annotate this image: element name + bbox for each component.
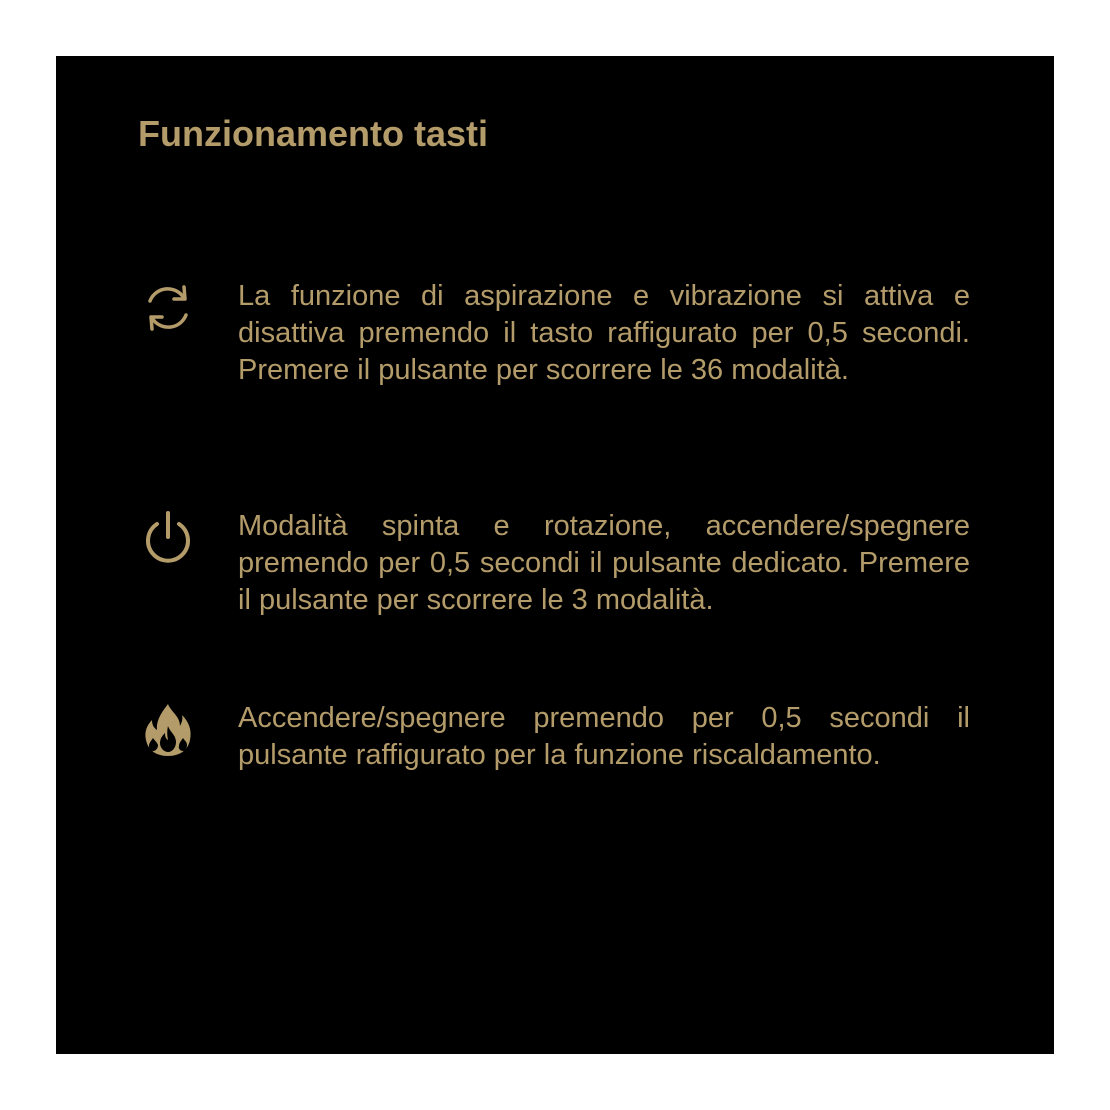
instruction-text: Modalità spinta e rotazione, accendere/spegnere premendo per 0,5 secondi il pulsante dedicato. Premere il pulsante per scorrere le 3 modalità. bbox=[238, 510, 970, 616]
rotate-arrows-icon bbox=[138, 278, 198, 338]
flame-icon bbox=[138, 700, 198, 760]
page-title: Funzionamento tasti bbox=[138, 113, 488, 154]
instruction-panel bbox=[56, 56, 1054, 1054]
instruction-text: Accendere/spegnere premendo per 0,5 secondi il pulsante raffigurato per la funzione riscaldamento. bbox=[238, 702, 970, 771]
instruction-text: La funzione di aspirazione e vibrazione si attiva e disattiva premendo il tasto raffigurato per 0,5 secondi. Premere il pulsante per scorrere le 36 modalità. bbox=[238, 280, 970, 386]
power-icon bbox=[138, 508, 198, 568]
